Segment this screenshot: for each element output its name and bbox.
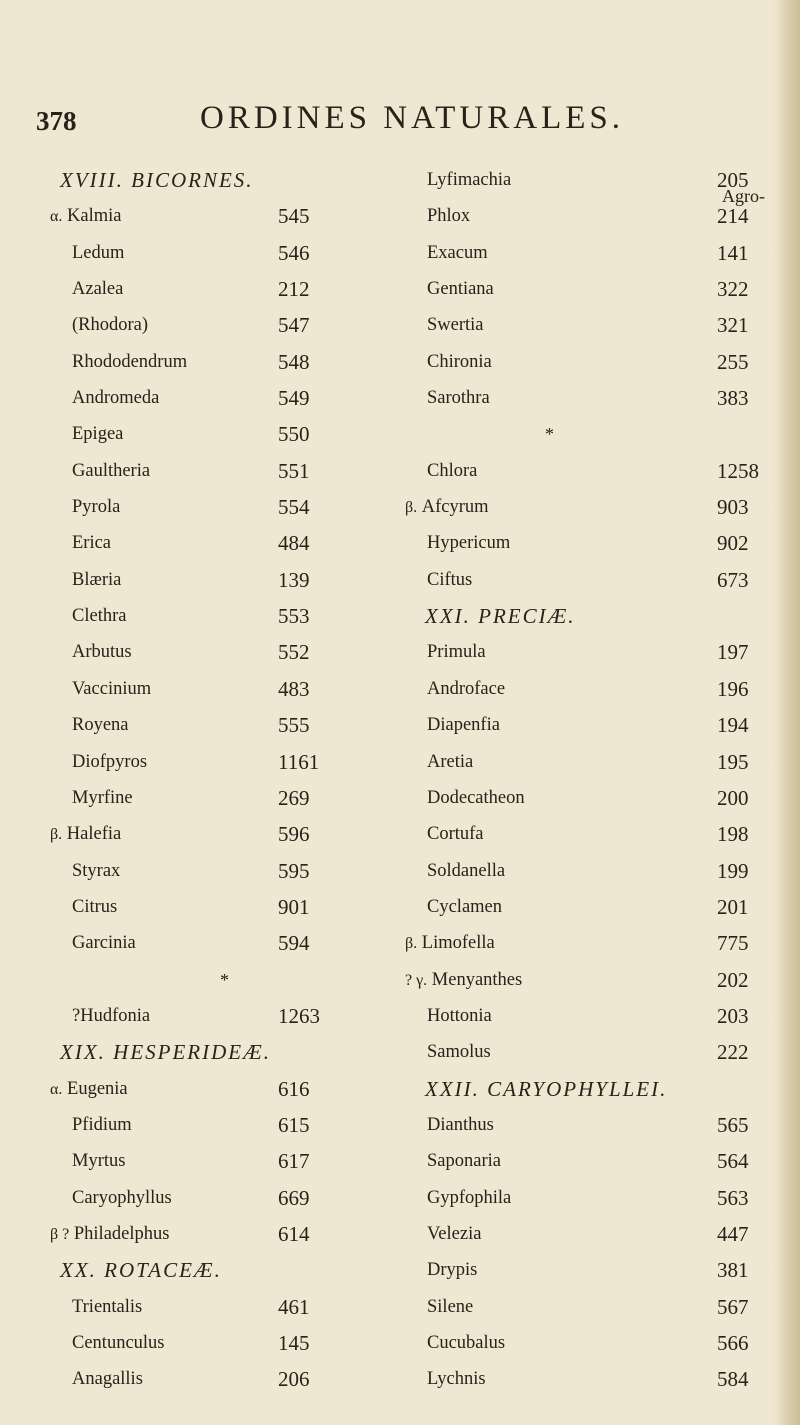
genus-entry [405, 998, 765, 1034]
genus-number: 903 [717, 495, 749, 520]
genus-entry [50, 707, 390, 743]
asterisk-divider: * [545, 424, 554, 445]
genus-label: Primula [427, 642, 486, 663]
genus-name [72, 671, 151, 707]
genus-name [427, 380, 490, 416]
genus-entry [405, 1216, 765, 1252]
genus-name [405, 962, 522, 999]
genus-label: Dianthus [427, 1114, 494, 1135]
genus-number: 1258 [717, 458, 759, 483]
genus-label: Lyfimachia [427, 170, 512, 190]
genus-entry [405, 634, 765, 670]
genus-number: 205 [717, 168, 749, 192]
genus-label: Azalea [72, 279, 124, 300]
section-divider [50, 962, 390, 998]
genus-number: 584 [717, 1367, 749, 1392]
section-divider [405, 416, 765, 452]
order-heading-text: XIX. HESPERIDEÆ. [60, 1040, 272, 1065]
genus-number: 1263 [278, 1003, 320, 1028]
genus-label: Gentiana [427, 279, 494, 300]
genus-number: 447 [717, 1221, 749, 1246]
genus-name [427, 1034, 491, 1070]
genus-number: 549 [278, 386, 310, 411]
genus-label: Phlox [427, 206, 471, 227]
genus-name [72, 235, 124, 271]
genus-name [427, 562, 472, 598]
genus-name [72, 998, 150, 1034]
genus-name [427, 707, 500, 743]
genus-number: 567 [717, 1294, 749, 1319]
genus-entry [50, 780, 390, 816]
genus-entry [50, 380, 390, 416]
genus-name [427, 235, 488, 271]
genus-label: Arbutus [72, 642, 132, 663]
genus-name [427, 889, 502, 925]
genus-entry [50, 525, 390, 561]
genus-number: 321 [717, 313, 749, 338]
genus-label: Limofella [421, 933, 495, 954]
genus-name [72, 1361, 143, 1397]
genus-entry [50, 562, 390, 598]
genus-label: Trientalis [72, 1296, 143, 1317]
genus-number: 203 [717, 1003, 749, 1028]
genus-entry [405, 1325, 765, 1361]
genus-entry [405, 1107, 765, 1143]
genus-entry [405, 344, 765, 380]
genus-label: Ciftus [427, 569, 473, 590]
genus-entry [405, 380, 765, 416]
genus-name [427, 525, 510, 561]
genus-number: 206 [278, 1367, 310, 1392]
order-heading [50, 1034, 390, 1070]
genus-name [72, 780, 133, 816]
genus-label: Halefia [66, 824, 122, 845]
genus-number: 614 [278, 1221, 310, 1246]
genus-name [427, 1325, 505, 1361]
genus-entry [50, 998, 390, 1034]
genus-name [427, 344, 492, 380]
genus-entry [50, 1107, 390, 1143]
genus-entry [50, 889, 390, 925]
genus-name [72, 562, 121, 598]
genus-number: 548 [278, 349, 310, 374]
genus-number: 617 [278, 1149, 310, 1174]
genus-label: Gypfophila [427, 1187, 512, 1208]
genus-number: 145 [278, 1331, 310, 1355]
genus-name [427, 271, 494, 307]
genus-name [50, 1071, 128, 1108]
genus-entry [405, 162, 765, 198]
genus-label: Cyclamen [427, 896, 503, 917]
genus-label: Myrtus [72, 1151, 126, 1172]
genus-number: 201 [717, 894, 749, 919]
genus-number: 555 [278, 713, 310, 738]
genus-label: Garcinia [72, 933, 136, 954]
genus-entry [50, 925, 390, 961]
genus-entry [50, 344, 390, 380]
genus-entry [405, 925, 765, 961]
order-heading-text: XXI. PRECIÆ. [425, 604, 576, 629]
genus-name [427, 198, 470, 234]
genus-name [427, 453, 477, 489]
genus-name [427, 1289, 473, 1325]
genus-label: Ledum [72, 242, 125, 263]
genus-name [427, 853, 505, 889]
genus-number: 255 [717, 349, 749, 374]
genus-name [72, 525, 111, 561]
genus-number: 322 [717, 277, 749, 302]
genus-number: 212 [278, 277, 310, 302]
genus-number: 195 [717, 749, 749, 774]
genus-entry [405, 1143, 765, 1179]
genus-number: 596 [278, 822, 310, 847]
genus-label: Velezia [427, 1223, 482, 1244]
right-column [405, 162, 765, 1398]
genus-number: 669 [278, 1185, 310, 1210]
genus-entry [405, 1180, 765, 1216]
genus-entry [405, 525, 765, 561]
genus-label: Pyrola [72, 497, 121, 518]
genus-number: 547 [278, 313, 310, 338]
genus-name [72, 1143, 125, 1179]
catchword: Agro- [722, 186, 765, 206]
genus-entry [405, 671, 765, 707]
genus-number: 673 [717, 567, 749, 592]
genus-entry [405, 780, 765, 816]
genus-entry [50, 235, 390, 271]
genus-label: Chironia [427, 351, 492, 372]
entry-marker: β. [405, 499, 418, 517]
genus-name [427, 1252, 477, 1288]
genus-label: Gaultheria [72, 460, 151, 481]
genus-label: Sarothra [427, 388, 490, 409]
genus-label: Epigea [72, 424, 124, 445]
genus-entry [405, 235, 765, 271]
genus-name [72, 380, 159, 416]
genus-name [427, 671, 505, 707]
genus-name [427, 1107, 494, 1143]
genus-label: Diapenfia [427, 715, 500, 736]
genus-entry [405, 489, 765, 525]
genus-number: 552 [278, 640, 310, 665]
genus-label: Androface [427, 678, 506, 699]
genus-label: Dodecatheon [427, 787, 525, 808]
genus-label: Royena [72, 715, 129, 736]
order-heading-text: XX. ROTACEÆ. [60, 1258, 222, 1283]
genus-number: 484 [278, 531, 310, 556]
genus-entry [50, 416, 390, 452]
genus-entry [405, 853, 765, 889]
genus-name [405, 925, 495, 962]
genus-name [427, 162, 511, 198]
genus-number: 551 [278, 458, 310, 483]
genus-name [427, 998, 492, 1034]
genus-label: Cucubalus [427, 1333, 506, 1353]
entry-marker: β. [405, 935, 418, 953]
genus-entry [50, 1143, 390, 1179]
genus-name [72, 453, 150, 489]
entry-marker: ? γ. [405, 971, 428, 989]
genus-entry [50, 307, 390, 343]
genus-entry [50, 744, 390, 780]
page-header [0, 96, 800, 146]
genus-name [72, 344, 187, 380]
genus-number: 383 [717, 386, 749, 411]
genus-name [72, 271, 123, 307]
genus-number: 545 [278, 204, 310, 229]
genus-label: Silene [427, 1296, 474, 1317]
genus-entry [50, 489, 390, 525]
genus-entry [50, 1289, 390, 1325]
genus-entry [405, 707, 765, 743]
genus-number: 141 [717, 240, 749, 265]
genus-name [427, 816, 484, 852]
genus-label: (Rhodora) [72, 315, 149, 336]
entry-marker: α. [50, 1080, 63, 1098]
genus-entry [50, 598, 390, 634]
genus-entry [50, 271, 390, 307]
genus-name [72, 634, 132, 670]
genus-name [427, 634, 486, 670]
genus-entry [405, 1289, 765, 1325]
genus-number: 269 [278, 785, 310, 810]
entry-marker: β ? [50, 1225, 70, 1243]
genus-entry [50, 1325, 390, 1361]
page-number: 378 [36, 106, 77, 136]
genus-number: 381 [717, 1258, 749, 1283]
genus-number: 214 [717, 204, 749, 229]
genus-name [72, 1180, 172, 1216]
genus-number: 902 [717, 531, 749, 556]
asterisk-divider: * [220, 969, 229, 990]
order-heading [405, 1071, 765, 1107]
genus-entry [405, 744, 765, 780]
genus-label: Swertia [427, 315, 484, 336]
genus-number: 563 [717, 1185, 749, 1210]
genus-label: Anagallis [72, 1369, 143, 1390]
genus-entry [405, 198, 765, 234]
genus-label: Rhododendrum [72, 351, 188, 372]
genus-name [72, 925, 136, 961]
genus-entry [50, 1071, 390, 1107]
genus-label: Afcyrum [421, 497, 489, 518]
genus-entry [405, 271, 765, 307]
genus-label: Soldanella [427, 860, 506, 881]
genus-label: Cortufa [427, 824, 484, 845]
genus-label: Vaccinium [72, 678, 152, 699]
page-edge-shadow [774, 0, 800, 1425]
genus-name [72, 1325, 165, 1361]
genus-number: 775 [717, 931, 749, 956]
order-heading [50, 162, 390, 198]
genus-label: Styrax [72, 860, 121, 881]
genus-label: Philadelphus [73, 1223, 170, 1244]
order-heading [405, 598, 765, 634]
genus-entry [405, 1361, 765, 1397]
genus-label: Kalmia [67, 206, 122, 227]
order-heading-text: XVIII. BICORNES. [60, 168, 254, 192]
genus-number: 616 [278, 1076, 310, 1101]
genus-label: Eugenia [67, 1078, 128, 1099]
genus-label: Caryophyllus [72, 1187, 172, 1208]
genus-number: 461 [278, 1294, 310, 1319]
genus-number: 595 [278, 858, 310, 883]
genus-name [427, 1216, 481, 1252]
genus-number: 594 [278, 931, 310, 956]
genus-label: Lychnis [427, 1369, 486, 1390]
genus-name [427, 307, 484, 343]
genus-entry [405, 1252, 765, 1288]
genus-number: 901 [278, 894, 310, 919]
genus-entry [405, 889, 765, 925]
genus-entry [405, 453, 765, 489]
genus-name [72, 416, 123, 452]
running-title: ORDINES NATURALES. [200, 100, 625, 136]
genus-name [72, 489, 120, 525]
genus-name [427, 744, 473, 780]
genus-entry [50, 1361, 390, 1397]
genus-name [72, 744, 147, 780]
genus-label: Clethra [72, 606, 127, 627]
genus-entry [50, 816, 390, 852]
genus-number: 197 [717, 640, 749, 665]
genus-label: Citrus [72, 896, 118, 917]
genus-name [427, 1180, 511, 1216]
genus-name [427, 1143, 501, 1179]
genus-entry [50, 1180, 390, 1216]
genus-number: 566 [717, 1331, 749, 1355]
genus-label: Centunculus [72, 1333, 165, 1353]
genus-name [50, 198, 121, 235]
genus-number: 139 [278, 567, 310, 592]
genus-label: Menyanthes [431, 969, 523, 990]
genus-entry [405, 962, 765, 998]
genus-name [427, 780, 525, 816]
genus-label: ?Hudfonia [72, 1005, 151, 1026]
entry-marker: α. [50, 208, 63, 226]
genus-label: Hypericum [427, 533, 511, 554]
genus-label: Hottonia [427, 1005, 492, 1026]
genus-entry [50, 634, 390, 670]
genus-label: Diofpyros [72, 751, 148, 772]
genus-number: 198 [717, 822, 749, 847]
genus-number: 615 [278, 1112, 310, 1137]
genus-number: 483 [278, 676, 310, 701]
genus-entry [405, 307, 765, 343]
genus-number: 200 [717, 785, 749, 810]
genus-entry [405, 816, 765, 852]
genus-name [50, 816, 121, 853]
genus-number: 194 [717, 713, 749, 738]
entry-marker: β. [50, 826, 63, 844]
genus-name [50, 1216, 169, 1253]
genus-label: Chlora [427, 460, 478, 481]
genus-label: Pfidium [72, 1114, 132, 1135]
genus-number: 202 [717, 967, 749, 992]
genus-label: Blæria [72, 569, 122, 590]
genus-name [72, 707, 129, 743]
genus-label: Drypis [427, 1260, 478, 1281]
genus-number: 564 [717, 1149, 749, 1174]
genus-number: 546 [278, 240, 310, 265]
genus-name [427, 1361, 486, 1397]
genus-name [72, 853, 120, 889]
genus-name [405, 489, 489, 526]
genus-number: 553 [278, 604, 310, 629]
genus-name [72, 307, 148, 343]
genus-entry [50, 1216, 390, 1252]
genus-label: Andromeda [72, 388, 160, 409]
genus-entry [50, 198, 390, 234]
genus-number: 196 [717, 676, 749, 701]
genus-number: 1161 [278, 749, 320, 774]
genus-label: Aretia [427, 751, 474, 772]
left-column [50, 162, 390, 1398]
genus-name [72, 889, 117, 925]
genus-number: 550 [278, 422, 310, 447]
genus-entry [50, 453, 390, 489]
genus-name [72, 1107, 132, 1143]
order-heading-text: XXII. CARYOPHYLLEI. [425, 1076, 668, 1101]
genus-label: Saponaria [427, 1151, 501, 1172]
genus-name [72, 1289, 142, 1325]
genus-number: 565 [717, 1112, 749, 1137]
genus-label: Samolus [427, 1042, 491, 1063]
genus-label: Myrfine [72, 787, 133, 808]
genus-entry [405, 1034, 765, 1070]
genus-name [72, 598, 126, 634]
genus-entry [50, 853, 390, 889]
genus-number: 222 [717, 1040, 749, 1065]
genus-label: Exacum [427, 242, 488, 263]
genus-label: Erica [72, 533, 112, 554]
genus-entry [405, 562, 765, 598]
genus-number: 554 [278, 495, 310, 520]
genus-entry [50, 671, 390, 707]
genus-number: 199 [717, 858, 749, 883]
order-heading [50, 1252, 390, 1288]
